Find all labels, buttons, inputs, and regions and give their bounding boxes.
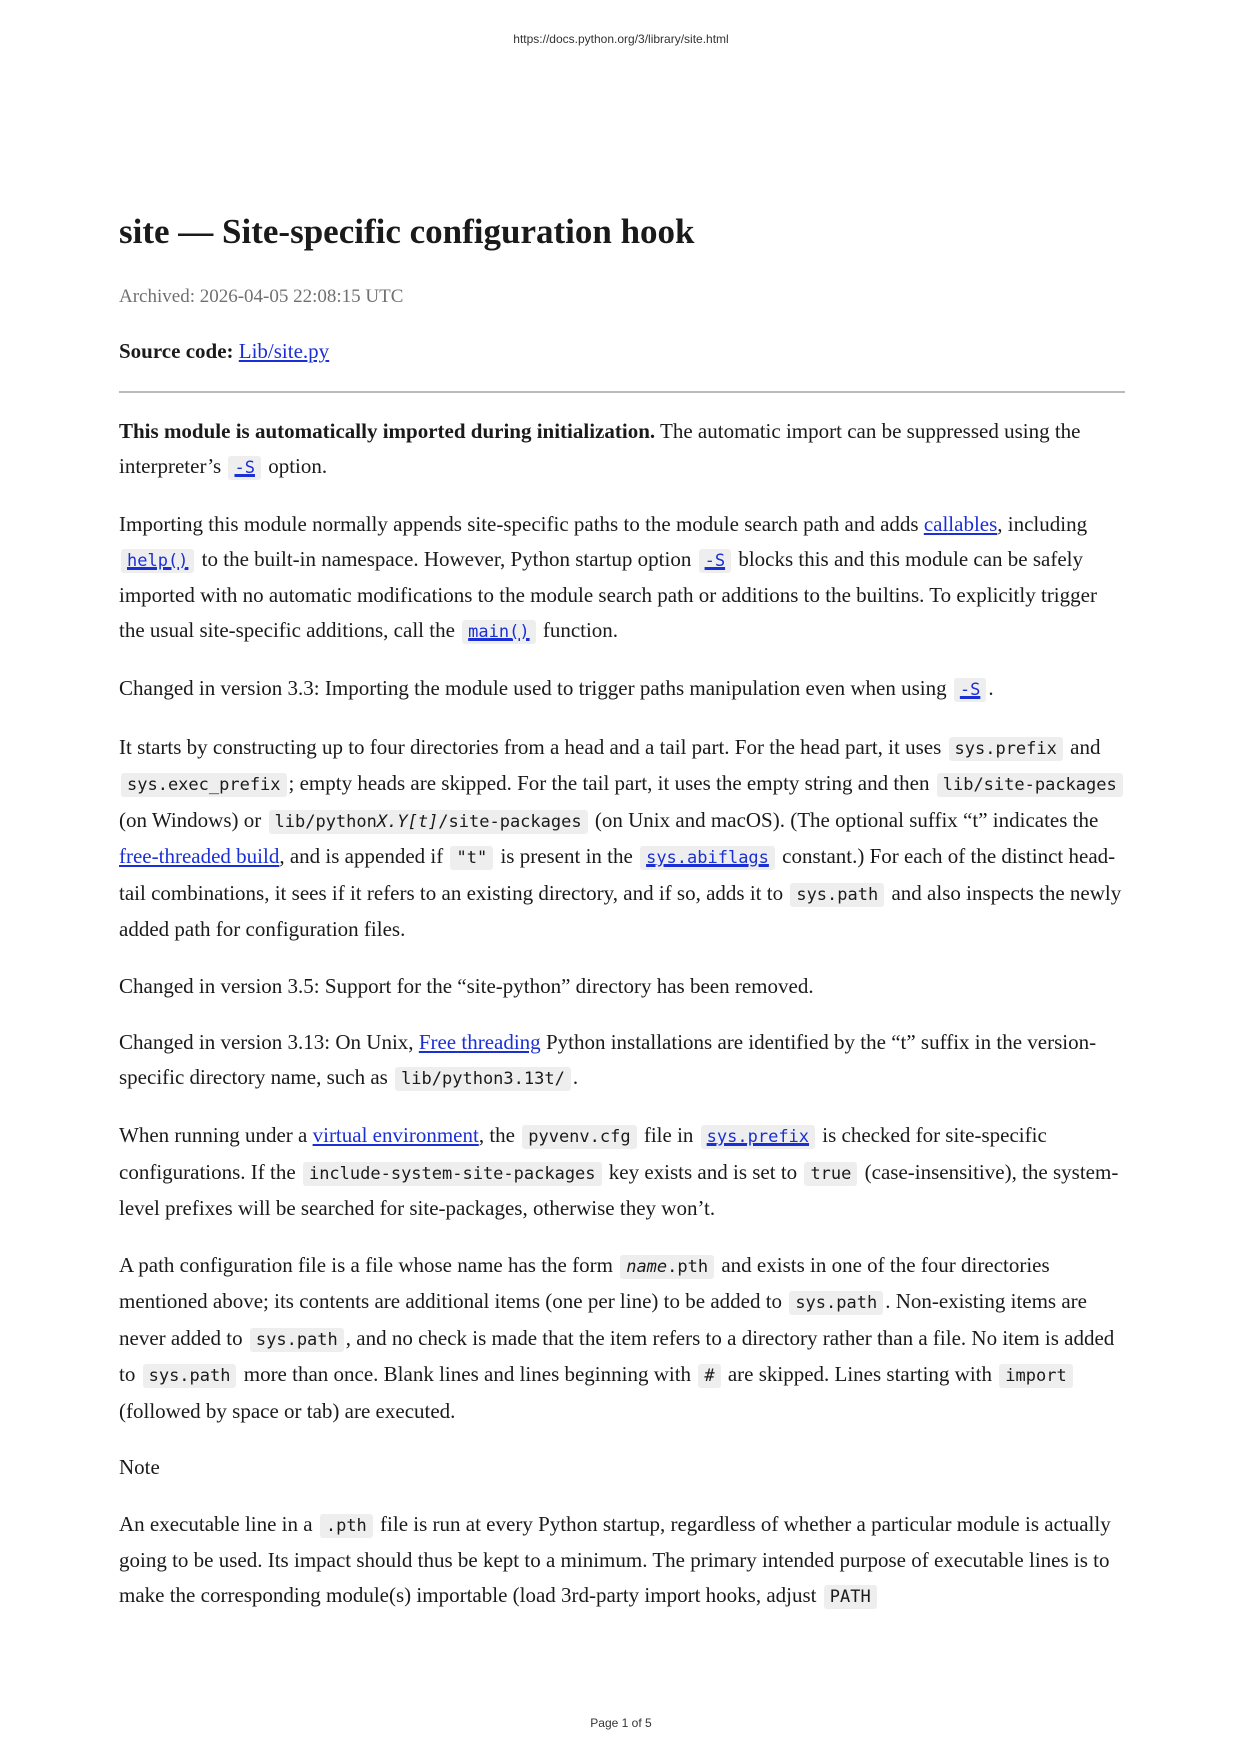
code: main(): [462, 620, 535, 644]
code: #: [698, 1364, 720, 1388]
body-text: [119, 414, 1125, 1636]
text: (case-insensitive), the system-level prefixes will be searched for site-packages, otherwise they won’t.: [119, 1159, 1119, 1220]
code: help(): [121, 549, 194, 573]
option-s-link[interactable]: [952, 676, 988, 700]
text: .: [572, 1064, 579, 1089]
text: An executable line in a: [119, 1511, 318, 1536]
code: sys.path: [789, 1291, 883, 1315]
main-link[interactable]: [460, 618, 537, 642]
code: lib/python3.13t/: [395, 1067, 571, 1091]
code: sys.exec_prefix: [121, 773, 287, 797]
text: . Non-existing items are never added to: [119, 1289, 1087, 1350]
page-number-footer: Page 1 of 5: [590, 1716, 652, 1730]
intro-bold: This module is automatically imported during initialization.: [119, 419, 656, 443]
code: sys.path: [790, 883, 884, 907]
text: file is run at every Python startup, regardless of whether a particular module is actually going to be used. Its impact should thus be kept to a minimum. The primary intended purpose of executable lines is to make the corresponding module(s) importable (load 3rd-party import hooks, adjust: [119, 1511, 1111, 1607]
text: option.: [262, 453, 328, 478]
code: PATH: [824, 1585, 877, 1609]
paragraph-directories: [119, 730, 1125, 947]
note-label: Note: [119, 1455, 160, 1479]
code: -S: [699, 549, 731, 573]
paragraph-virtual-env: [119, 1118, 1125, 1226]
code-part: .pth: [667, 1256, 709, 1277]
text: and: [1064, 734, 1101, 759]
text: key exists and is set to: [603, 1159, 803, 1184]
text: Changed in version 3.3: Importing the module used to trigger paths manipulation even when using: [119, 676, 952, 700]
text: and exists in one of the four directories mentioned above; its contents are additional items (one per line) to be added to: [119, 1252, 1050, 1313]
code: lib/site-packages: [937, 773, 1123, 797]
source-code-line: [119, 339, 329, 364]
text: , and no check is made that the item refers to a directory rather than a file. No item is added to: [119, 1325, 1115, 1386]
code: sys.path: [250, 1328, 344, 1352]
option-s-link[interactable]: [226, 454, 262, 478]
text: is checked for site-specific configurations. If the: [119, 1123, 1047, 1184]
paragraph-importing: [119, 507, 1125, 649]
code: -S: [954, 678, 986, 702]
code: .pth: [320, 1514, 373, 1538]
code: sys.path: [143, 1364, 237, 1388]
text: and also inspects the newly added path for configuration files.: [119, 880, 1122, 941]
help-link[interactable]: [119, 547, 196, 571]
text: .: [988, 676, 994, 700]
paragraph-changed-3-5: Changed in version 3.5: Support for the “site-python” directory has been removed.: [119, 973, 814, 998]
code: sys.abiflags: [640, 846, 775, 870]
code: true: [804, 1162, 857, 1186]
code: [620, 1255, 714, 1279]
text: Importing this module normally appends site-specific paths to the module search path and adds: [119, 512, 924, 536]
page-title: site — Site-specific configuration hook: [119, 212, 695, 251]
text: When running under a: [119, 1123, 313, 1147]
text: , the: [478, 1123, 521, 1147]
text: more than once. Blank lines and lines beginning with: [238, 1362, 697, 1386]
text: (on Unix and macOS). (The optional suffix “t” indicates the: [589, 807, 1099, 832]
paragraph-intro: [119, 414, 1125, 485]
code-part: /site-packages: [438, 811, 582, 832]
sys-abiflags-link[interactable]: [638, 844, 777, 868]
source-code-label: Source code:: [119, 339, 234, 363]
code: "t": [450, 846, 493, 870]
text: Changed in version 3.13: On Unix,: [119, 1030, 419, 1054]
text: A path configuration file is a file whose name has the form: [119, 1252, 619, 1277]
callables-link[interactable]: callables: [923, 512, 998, 536]
text: file in: [638, 1123, 699, 1147]
text: blocks this and this module can be safely imported with no automatic modifications to the module search path or additions to the builtins. To explicitly trigger the usual site-specific additions, call the: [119, 546, 1097, 642]
text: is present in the: [495, 844, 639, 868]
archived-timestamp: Archived: 2026-04-05 22:08:15 UTC: [119, 286, 404, 307]
text: (followed by space or tab) are executed.: [119, 1398, 456, 1423]
sys-prefix-link[interactable]: [699, 1123, 817, 1147]
paragraph-note: [119, 1507, 1125, 1615]
code: include-system-site-packages: [303, 1162, 602, 1186]
code-italic: X.Y[t]: [376, 811, 439, 832]
code-part: lib/python: [274, 811, 377, 832]
text: to the built-in namespace. However, Python startup option: [196, 546, 697, 571]
text: , including: [997, 512, 1088, 536]
code: -S: [228, 456, 260, 480]
code: [269, 810, 588, 834]
code: sys.prefix: [949, 737, 1063, 761]
text: (on Windows) or: [119, 807, 267, 832]
page-url-header: https://docs.python.org/3/library/site.html: [513, 32, 729, 46]
text: The automatic import can be suppressed using the interpreter’s: [119, 419, 1081, 478]
text: Python installations are identified by the “t” suffix in the version-specific directory name, such as: [119, 1030, 1097, 1089]
code: import: [999, 1364, 1072, 1388]
text: It starts by constructing up to four directories from a head and a tail part. For the head part, it uses: [119, 734, 947, 759]
horizontal-divider: [119, 391, 1125, 393]
text: function.: [537, 617, 619, 642]
text: are skipped. Lines starting with: [722, 1362, 998, 1386]
free-threaded-build-link[interactable]: free-threaded build: [119, 844, 280, 868]
paragraph-pth-files: [119, 1248, 1125, 1429]
paragraph-changed-3-13: [119, 1025, 1125, 1096]
text: ; empty heads are skipped. For the tail part, it uses the empty string and then: [288, 771, 935, 795]
text: constant.) For each of the distinct head-tail combinations, it sees if it refers to an existing directory, and if so, adds it to: [119, 844, 1116, 905]
option-s-link[interactable]: [697, 547, 733, 571]
virtual-environment-link[interactable]: virtual environment: [312, 1123, 479, 1147]
paragraph-changed-3-3: [119, 671, 1125, 708]
code: pyvenv.cfg: [522, 1125, 636, 1149]
free-threading-link[interactable]: Free threading: [418, 1030, 541, 1054]
code-italic: name: [626, 1256, 668, 1277]
source-code-link[interactable]: Lib/site.py: [238, 339, 330, 363]
code: sys.prefix: [701, 1125, 815, 1149]
text: , and is appended if: [279, 844, 449, 868]
